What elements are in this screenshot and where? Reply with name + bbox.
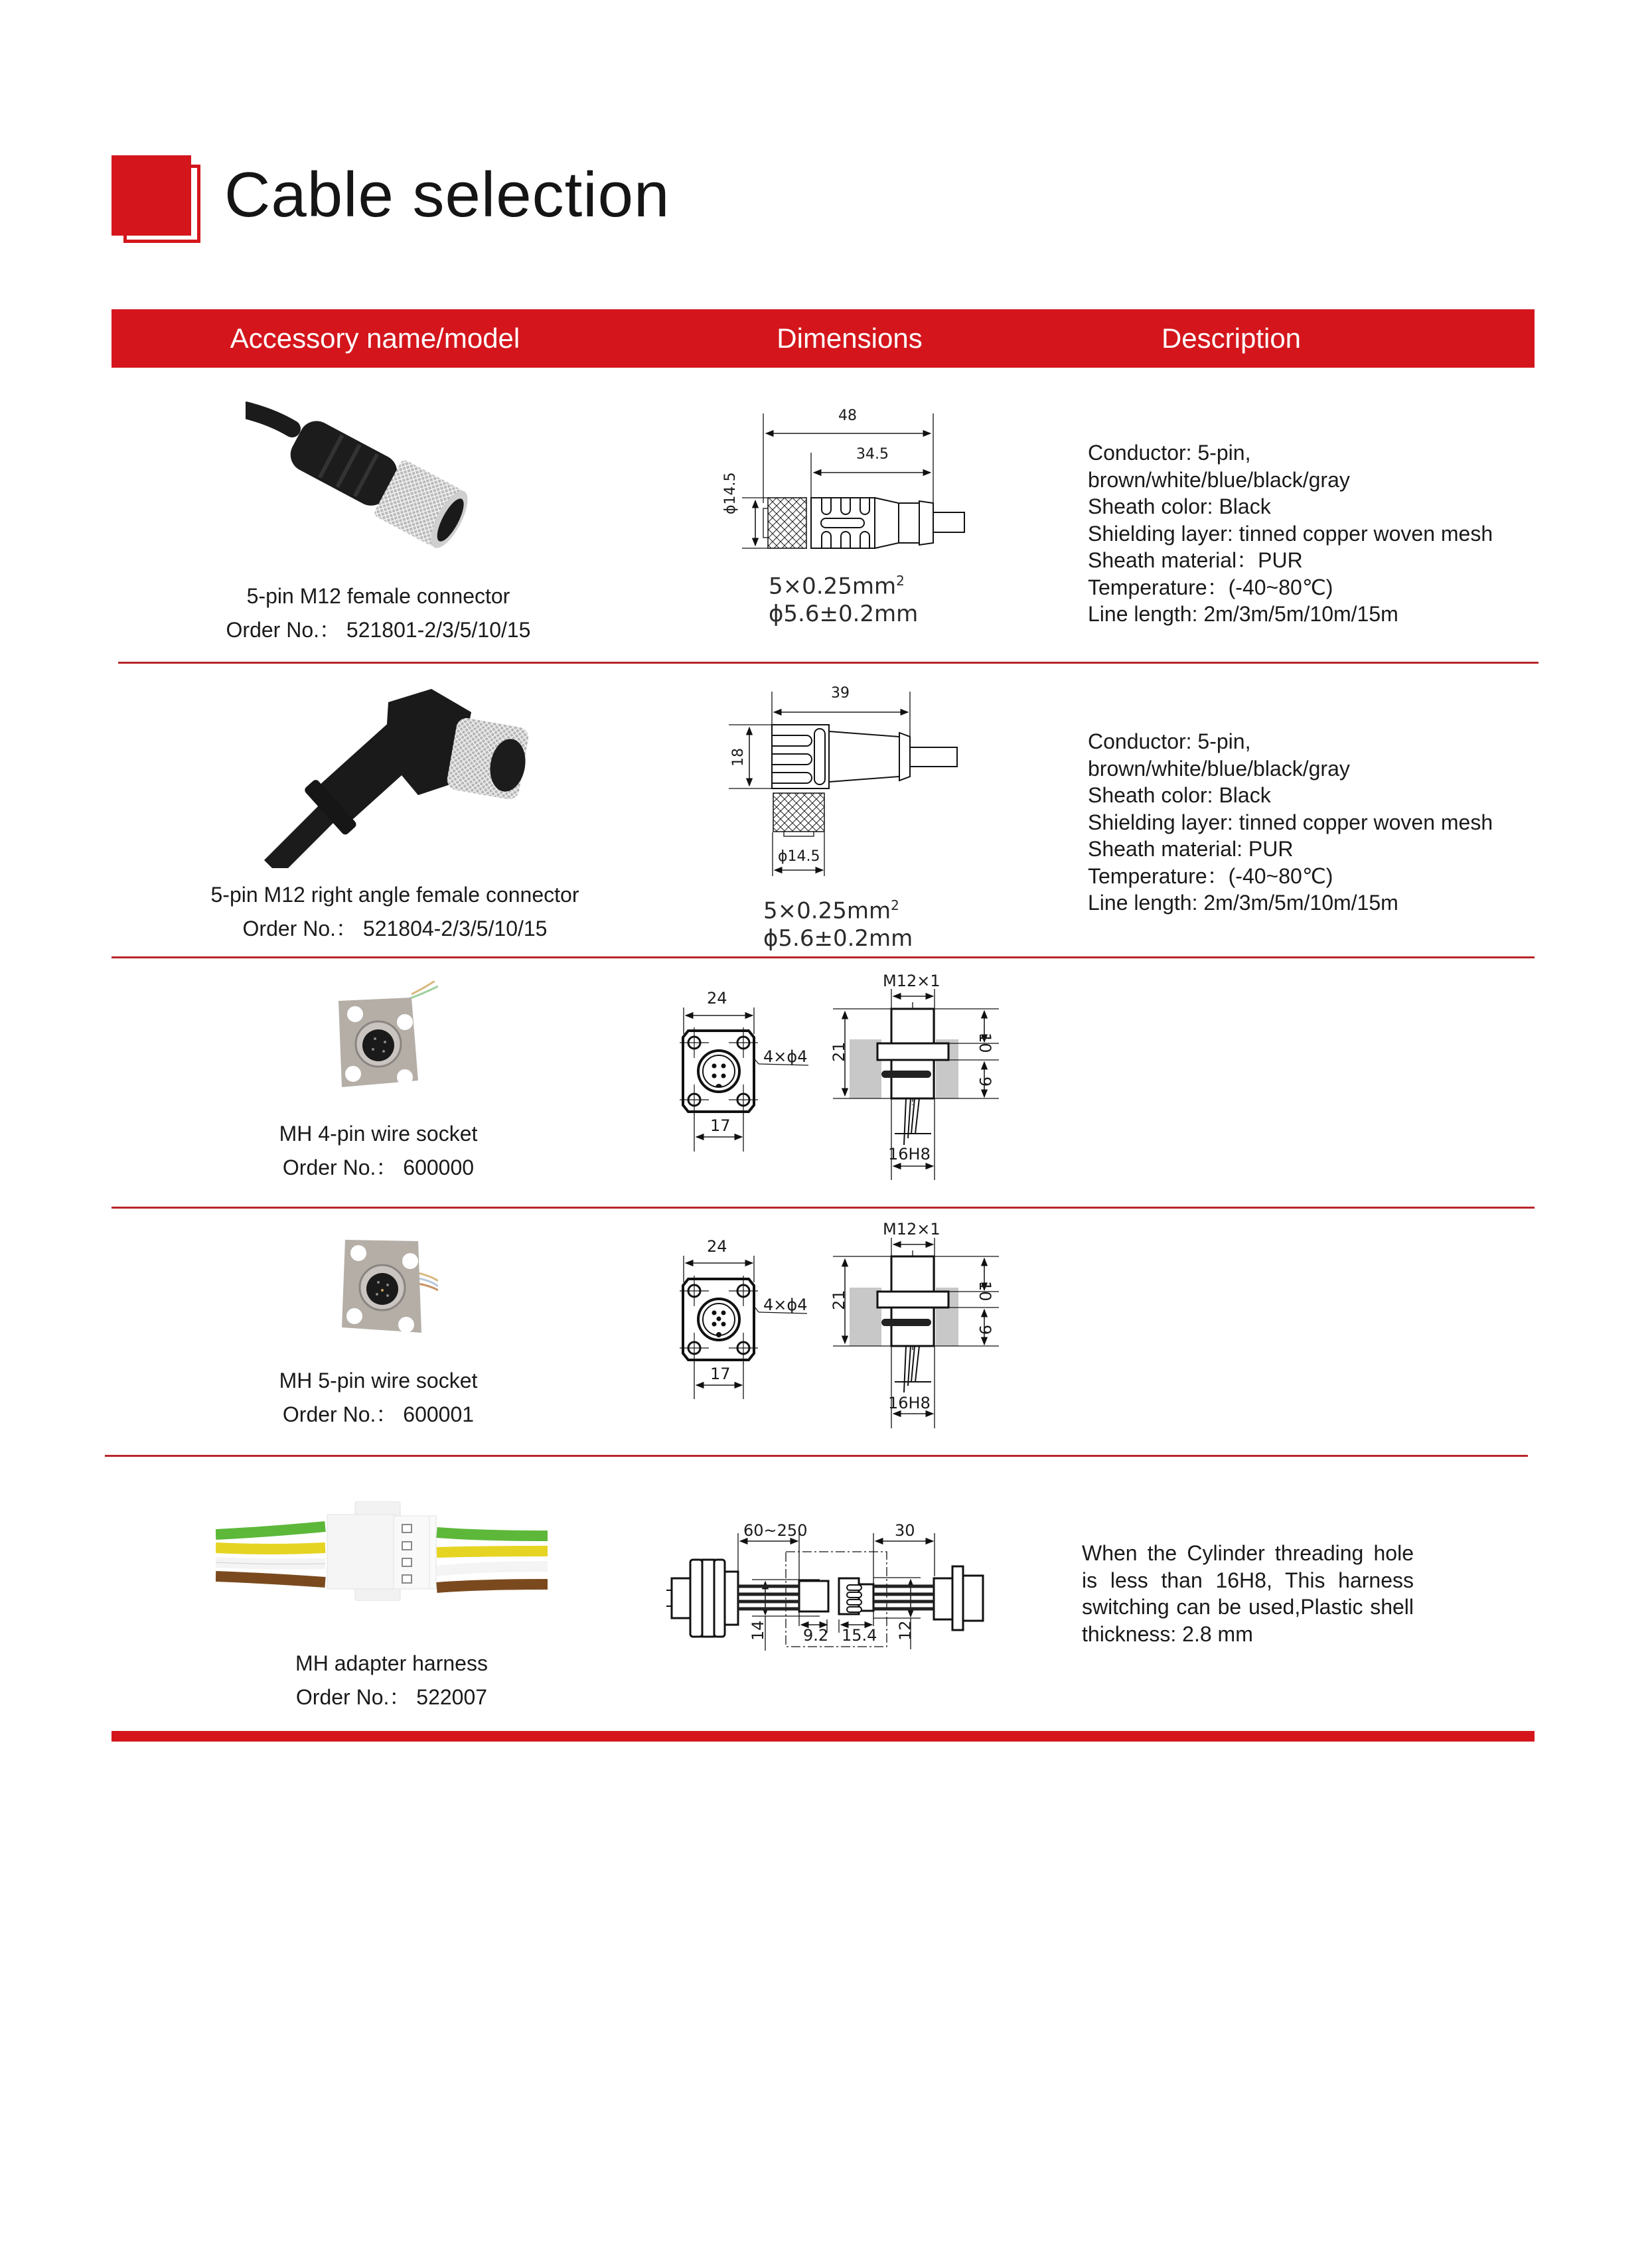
row-divider	[118, 662, 1539, 664]
dim-body-length: 34.5	[856, 446, 889, 463]
dim-flange-width: 24	[707, 989, 727, 1008]
desc-line: Sheath material: PUR	[1088, 837, 1294, 861]
dim-hole-spacing: 17	[710, 1116, 731, 1135]
dim-top-height: 10	[976, 1281, 994, 1302]
page-title: Cable selection	[224, 159, 670, 230]
straight-female-connector-photo	[246, 397, 511, 563]
dim-flange-width: 24	[707, 1237, 727, 1256]
desc-line: Sheath color: Black	[1088, 783, 1271, 807]
product-name: 5-pin M12 right angle female connector	[210, 883, 579, 907]
wire-spec-sup: 2	[891, 897, 899, 913]
dim-diameter: ϕ14.5	[722, 472, 739, 514]
product-name: MH 5-pin wire socket	[279, 1369, 478, 1392]
dim-cable-length: 60~250	[743, 1521, 808, 1540]
header-dimensions: Dimensions	[777, 323, 923, 354]
dim-bore: 16H8	[888, 1145, 931, 1163]
4-pin-socket-drawing	[670, 969, 1069, 1195]
dim-socket-length: 15.4	[842, 1626, 877, 1645]
product-name: 5-pin M12 female connector	[246, 584, 510, 608]
dim-height: 18	[730, 748, 747, 767]
right-angle-connector-drawing	[717, 684, 1015, 876]
wire-spec-diameter: ϕ5.6±0.2mm	[763, 925, 913, 952]
desc-line: Line length: 2m/3m/5m/10m/15m	[1088, 602, 1398, 626]
desc-line: brown/white/blue/black/gray	[1088, 756, 1350, 781]
dim-right-length: 30	[895, 1521, 915, 1540]
desc-line: Line length: 2m/3m/5m/10m/15m	[1088, 891, 1398, 915]
description-block	[1088, 728, 1493, 917]
4-pin-flange-socket-photo	[312, 981, 438, 1094]
desc-line: Temperature：(-40~80℃)	[1088, 863, 1333, 888]
table-footer-bar	[112, 1731, 1535, 1742]
desc-line: Sheath material：PUR	[1088, 548, 1303, 572]
5-pin-socket-drawing	[670, 1215, 1069, 1440]
desc-line: Temperature：(-40~80℃)	[1088, 575, 1333, 599]
adapter-harness-drawing	[664, 1507, 1035, 1653]
dim-hole-spacing: 17	[710, 1365, 731, 1383]
dim-thread: M12×1	[883, 972, 940, 990]
product-order-number: Order No.： 522007	[295, 1685, 488, 1709]
5-pin-flange-socket-photo	[312, 1233, 438, 1339]
straight-connector-drawing	[717, 398, 1015, 571]
product-order-number: Order No.： 521801-2/3/5/10/15	[226, 618, 531, 642]
desc-line: Conductor: 5-pin,	[1088, 729, 1251, 753]
dim-total-height: 21	[830, 1290, 848, 1310]
wire-spec	[763, 891, 913, 952]
wire-spec-diameter: ϕ5.6±0.2mm	[769, 601, 919, 628]
wire-spec-cross-section: 5×0.25mm	[769, 573, 897, 600]
dim-bore: 16H8	[888, 1394, 931, 1412]
right-angle-female-connector-photo	[252, 676, 531, 868]
dim-bottom-height: 9	[976, 1325, 994, 1335]
dim-left-height: 14	[749, 1620, 767, 1641]
product-name: MH adapter harness	[295, 1651, 488, 1675]
dim-top-height: 10	[976, 1033, 994, 1053]
dim-right-height: 12	[896, 1620, 915, 1641]
desc-line: Sheath color: Black	[1088, 494, 1271, 518]
wire-spec	[769, 567, 918, 628]
product-order-number: Order No.： 600000	[282, 1156, 475, 1179]
wire-spec-cross-section: 5×0.25mm	[763, 897, 891, 925]
adapter-harness-photo	[216, 1501, 558, 1601]
desc-line: Shielding layer: tinned copper woven mesh	[1088, 810, 1493, 834]
description-block	[1088, 439, 1493, 628]
dim-plug-length: 9.2	[803, 1626, 829, 1645]
product-order-number: Order No.： 600001	[282, 1402, 475, 1426]
dim-bottom-height: 9	[976, 1077, 994, 1087]
header-description: Description	[1161, 323, 1302, 354]
row-divider	[105, 1455, 1528, 1457]
dim-total-height: 21	[830, 1041, 848, 1062]
dim-diameter: ϕ14.5	[778, 848, 820, 865]
desc-line: Conductor: 5-pin,	[1088, 441, 1251, 465]
dim-overall-length: 48	[838, 408, 857, 424]
header-accessory-name: Accessory name/model	[230, 323, 520, 354]
dim-thread: M12×1	[883, 1220, 940, 1238]
row-divider	[112, 1207, 1535, 1209]
dim-holes: 4×ϕ4	[763, 1047, 808, 1066]
product-name: MH 4-pin wire socket	[279, 1122, 478, 1146]
desc-line: Shielding layer: tinned copper woven mesh	[1088, 521, 1493, 546]
dim-holes: 4×ϕ4	[763, 1296, 808, 1314]
dim-overall-length: 39	[831, 685, 850, 702]
desc-line: brown/white/blue/black/gray	[1088, 467, 1350, 492]
wire-spec-sup: 2	[896, 573, 905, 589]
description-block: When the Cylinder threading hole is less than 16H8, This harness switching can be used,Plastic shell thickness: 2.8 mm	[1082, 1541, 1414, 1646]
title-icon-square	[112, 155, 191, 236]
product-order-number: Order No.： 521804-2/3/5/10/15	[242, 917, 548, 940]
row-divider	[112, 956, 1535, 958]
